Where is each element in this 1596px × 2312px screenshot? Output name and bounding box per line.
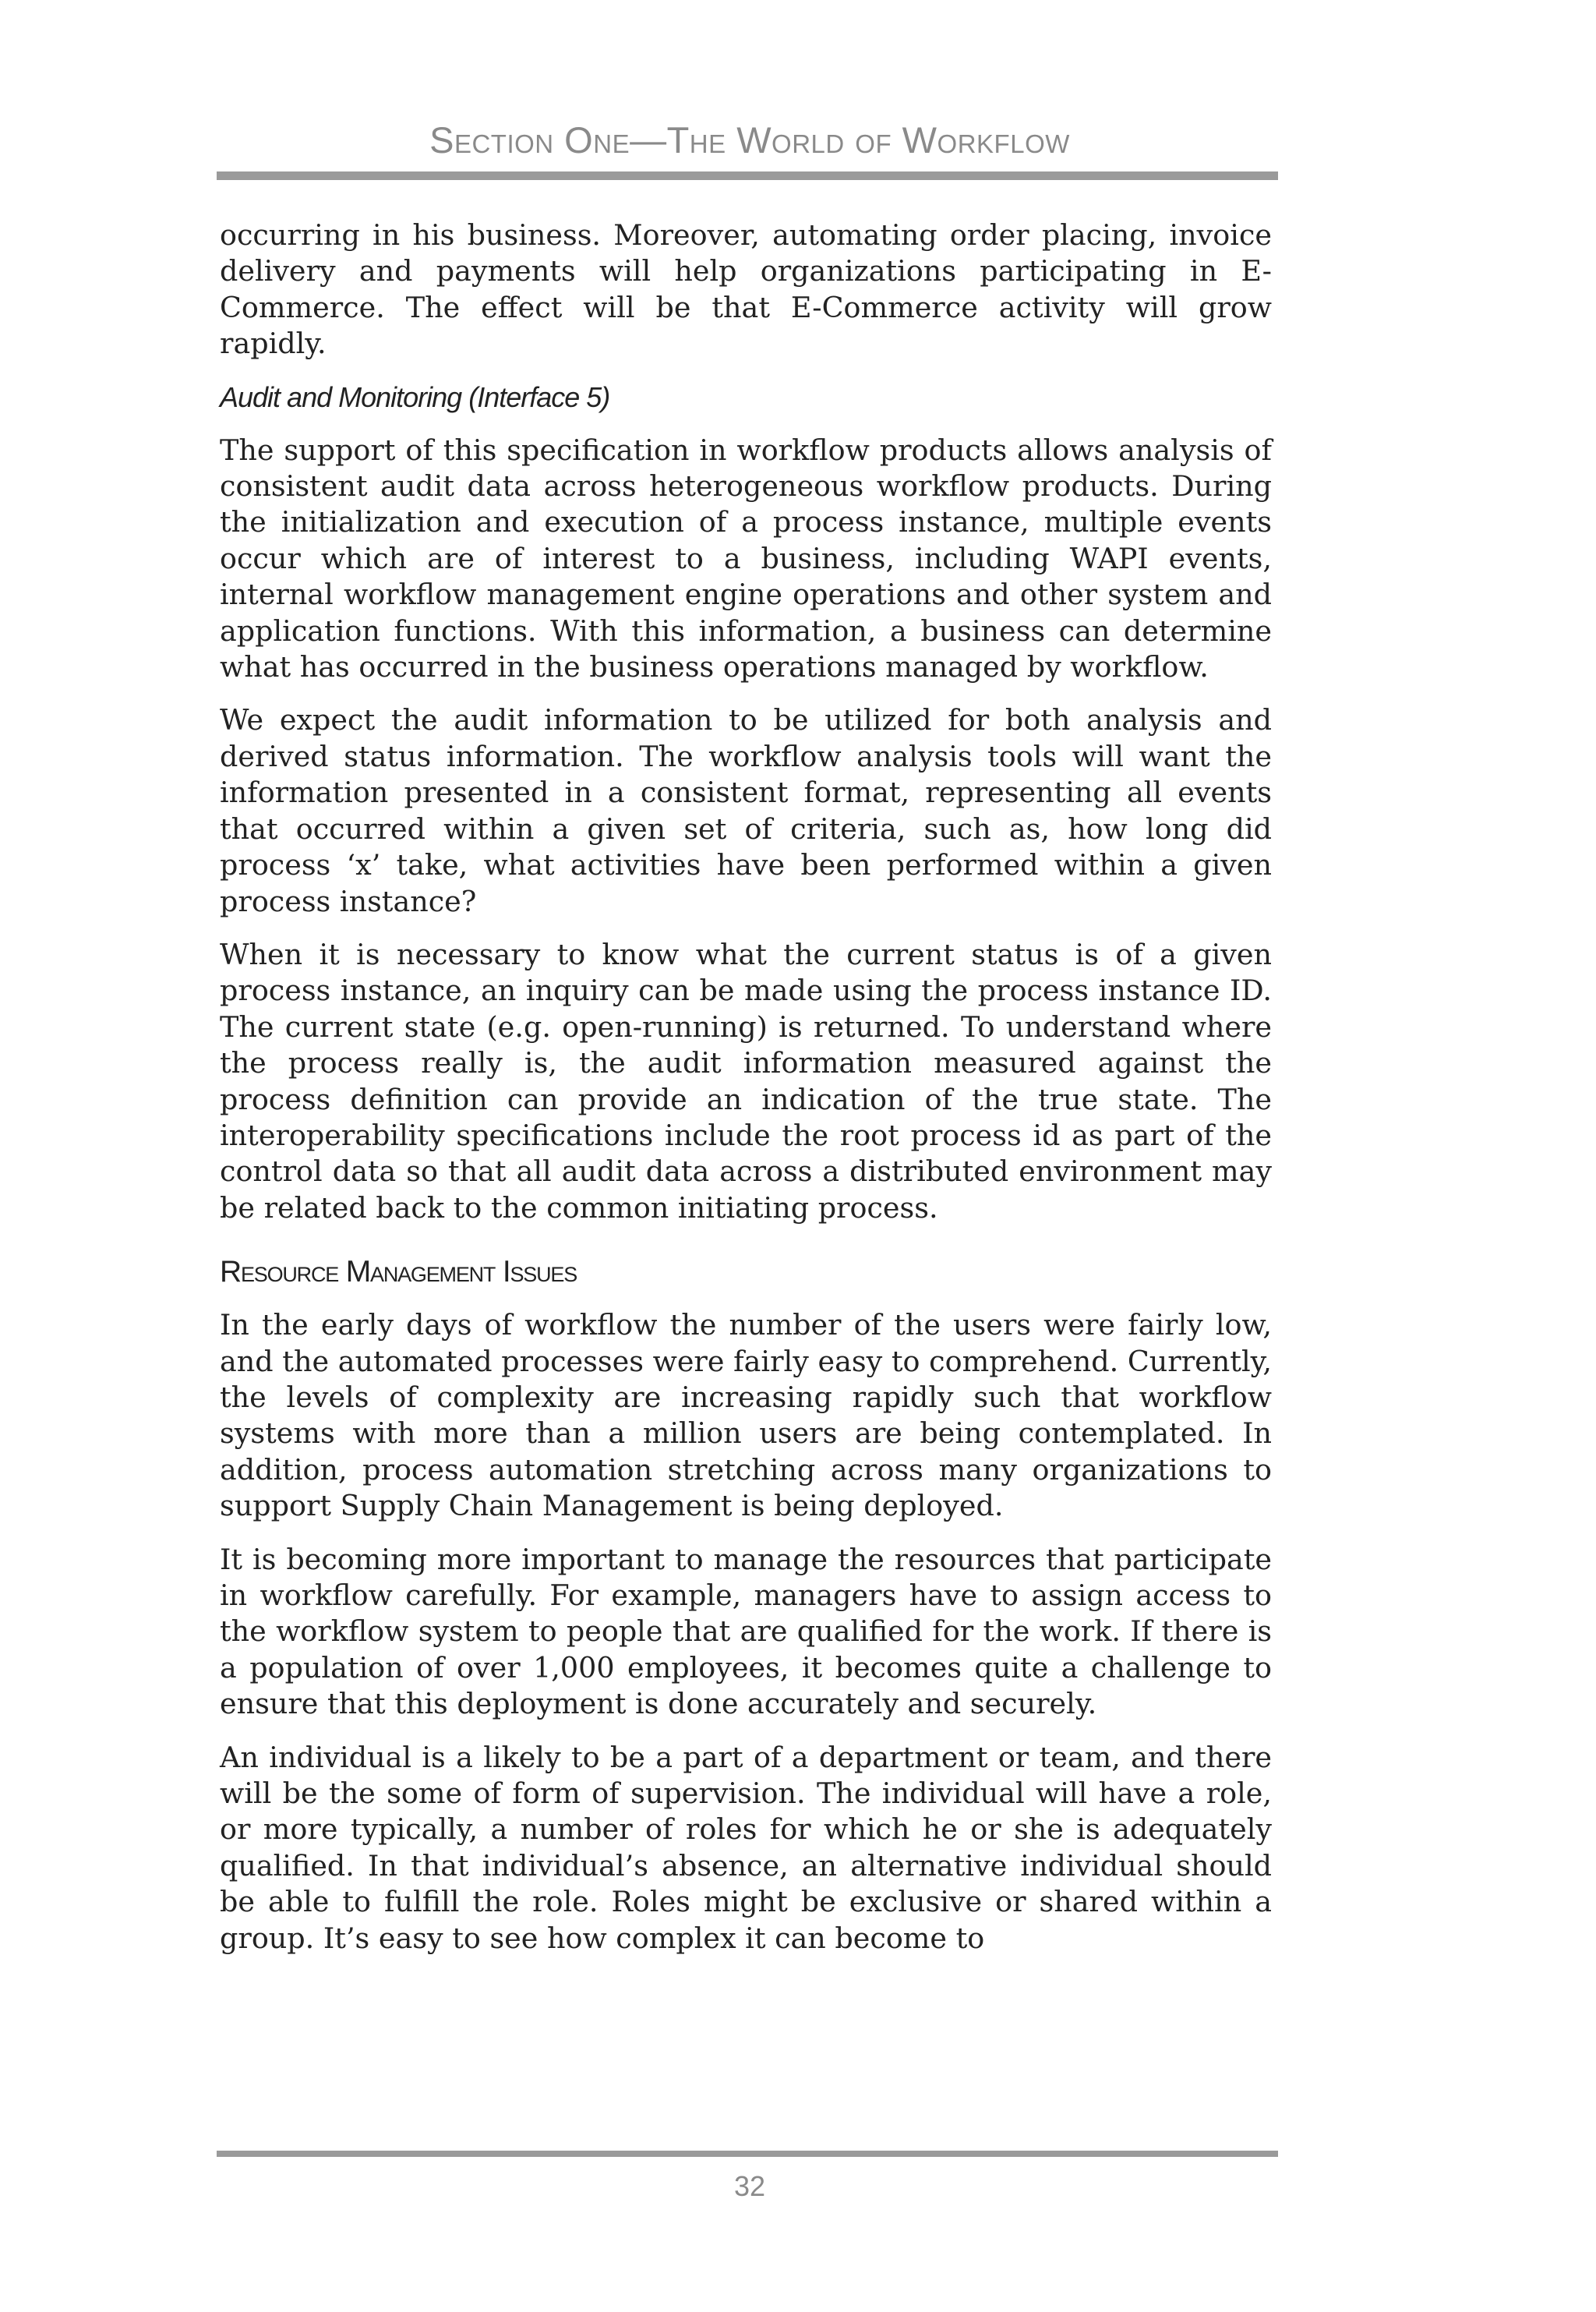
paragraph-audit-support: The support of this specification in workflow products allows analysis of consistent audit data across heterogeneous workflow products. During the initialization and execution of a process instance, multiple events occur which are of interest to a business, including WAPI events, internal workflow management engine operations and other system and application functions. With this information, a business can determine what has occurred in the business operations managed by workflow. — [220, 433, 1272, 684]
page-number: 32 — [733, 2170, 766, 2202]
section-heading-resource-management: Resource Management Issues — [220, 1255, 577, 1289]
subheading-audit-monitoring: Audit and Monitoring (Interface 5) — [220, 380, 610, 413]
body-text — [220, 217, 1272, 1974]
paragraph-continuation: occurring in his business. Moreover, automating order placing, invoice delivery and payments will help organizations participating in E-Commerce. The effect will be that E-Commerce activity will grow rapidly. — [220, 218, 1272, 361]
paragraph-early-days: In the early days of workflow the number of the users were fairly low, and the automated processes were fairly easy to comprehend. Currently, the levels of complexity are increasing rapidly such that workflow systems with more than a million users are being contemplated. In addition, process automation stretching across many organizations to support Supply Chain Management is being deployed. — [220, 1308, 1272, 1523]
paragraph-current-status: When it is necessary to know what the current status is of a given process instance, an inquiry can be made using the process instance ID. The current state (e.g. open-running) is returned. To understand where the process really is, the audit information measured against the process definition can provide an indication of the true state. The interoperability specifications include the root process id as part of the control data so that all audit data across a distributed environment may be related back to the common initiating process. — [220, 937, 1272, 1225]
running-header: Section One—The World of Workflow — [429, 119, 1070, 161]
paragraph-audit-utilization: We expect the audit information to be utilized for both analysis and derived status information. The workflow analysis tools will want the information presented in a consistent format, representing all events that occurred within a given set of criteria, such as, how long did process ‘x’ take, what activities have been performed within a given process instance? — [220, 703, 1272, 918]
footer-rule — [217, 2151, 1278, 2157]
paragraph-manage-resources: It is becoming more important to manage the resources that participate in workflow carefully. For example, managers have to assign access to the workflow system to people that are qualified for the work. If there is a population of over 1,000 employees, it becomes quite a challenge to ensure that this deployment is done accurately and securely. — [220, 1542, 1272, 1721]
paragraph-individual-roles: An individual is a likely to be a part of a department or team, and there will be the some of form of supervision. The individual will have a role, or more typically, a number of roles for which he or she is adequately qualified. In that individual’s absence, an alternative individual should be able to fulfill the role. Roles might be exclusive or shared within a group. It’s easy to see how complex it can become to — [220, 1740, 1272, 1955]
header-rule — [217, 171, 1278, 180]
document-page — [220, 0, 1280, 2312]
